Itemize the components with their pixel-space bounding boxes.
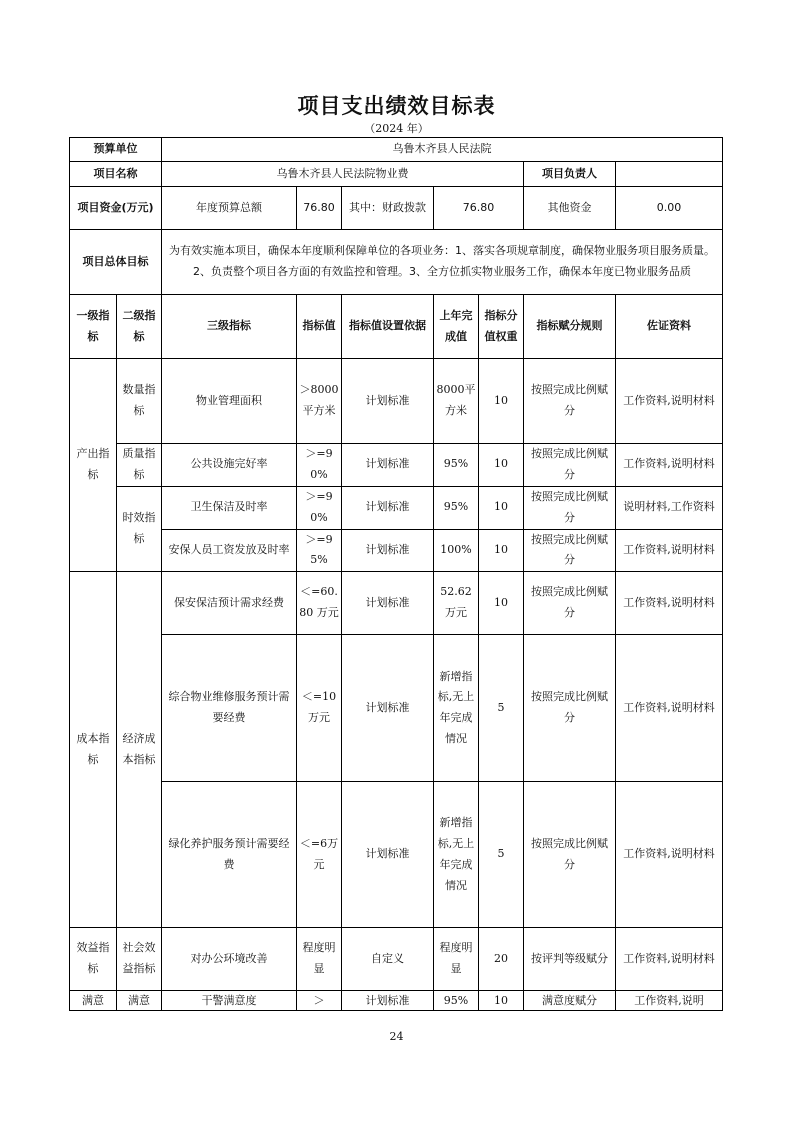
- header-last-year: 上年完成值: [434, 295, 479, 359]
- value-cell: ＞=95%: [297, 529, 342, 572]
- evidence-cell: 工作资料,说明材料: [616, 928, 723, 991]
- budget-unit-label: 预算单位: [70, 138, 162, 162]
- header-basis: 指标值设置依据: [342, 295, 434, 359]
- weight-cell: 5: [479, 782, 524, 928]
- annual-total-label: 年度预算总额: [162, 187, 297, 230]
- year-label: （2024 年）: [364, 122, 429, 135]
- weight-cell: 10: [479, 572, 524, 635]
- basis-cell: 计划标准: [342, 635, 434, 782]
- table-row: [70, 359, 723, 444]
- weight-cell: 10: [479, 444, 524, 487]
- rule-cell: 按照完成比例赋分: [524, 359, 616, 444]
- other-funds-label: 其他资金: [524, 187, 616, 230]
- rule-cell: 按照完成比例赋分: [524, 486, 616, 529]
- rule-cell: 按照完成比例赋分: [524, 444, 616, 487]
- level2-cell: 时效指标: [117, 486, 162, 572]
- level2-cell: 经济成本指标: [117, 572, 162, 928]
- table-row: [70, 529, 723, 572]
- last-year-cell: 8000平方米: [434, 359, 479, 444]
- page-number: 24: [389, 1030, 404, 1043]
- last-year-cell: 100%: [434, 529, 479, 572]
- header-weight: 指标分值权重: [479, 295, 524, 359]
- value-cell: ＜=10万元: [297, 635, 342, 782]
- rule-cell: 按照完成比例赋分: [524, 782, 616, 928]
- value-cell: 程度明显: [297, 928, 342, 991]
- table-row: [70, 572, 723, 635]
- basis-cell: 自定义: [342, 928, 434, 991]
- table-row: [70, 635, 723, 782]
- basis-cell: 计划标准: [342, 444, 434, 487]
- overall-goal-label: 项目总体目标: [70, 230, 162, 295]
- basis-cell: 计划标准: [342, 991, 434, 1011]
- level3-cell: 干警满意度: [162, 991, 297, 1011]
- level3-cell: 安保人员工资发放及时率: [162, 529, 297, 572]
- rule-cell: 按照完成比例赋分: [524, 572, 616, 635]
- evidence-cell: 工作资料,说明材料: [616, 635, 723, 782]
- header-value: 指标值: [297, 295, 342, 359]
- table-row: [70, 782, 723, 928]
- project-leader-label: 项目负责人: [524, 162, 616, 187]
- rule-cell: 按评判等级赋分: [524, 928, 616, 991]
- weight-cell: 10: [479, 991, 524, 1011]
- header-rule: 指标赋分规则: [524, 295, 616, 359]
- project-funds-label: 项目资金(万元): [70, 187, 162, 230]
- table-row: [70, 928, 723, 991]
- basis-cell: 计划标准: [342, 486, 434, 529]
- rule-cell: 按照完成比例赋分: [524, 529, 616, 572]
- evidence-cell: 工作资料,说明材料: [616, 782, 723, 928]
- other-funds-value: 0.00: [616, 187, 723, 230]
- level2-cell: 质量指标: [117, 444, 162, 487]
- fiscal-value: 76.80: [434, 187, 524, 230]
- last-year-cell: 95%: [434, 991, 479, 1011]
- basis-cell: 计划标准: [342, 529, 434, 572]
- last-year-cell: 95%: [434, 486, 479, 529]
- last-year-cell: 52.62万元: [434, 572, 479, 635]
- evidence-cell: 工作资料,说明: [616, 991, 723, 1011]
- evidence-cell: 工作资料,说明材料: [616, 529, 723, 572]
- fiscal-label: 其中：财政拨款: [342, 187, 434, 230]
- table-row: [70, 991, 723, 1011]
- evidence-cell: 工作资料,说明材料: [616, 444, 723, 487]
- level2-cell: 数量指标: [117, 359, 162, 444]
- value-cell: ＞: [297, 991, 342, 1011]
- table-row: [70, 444, 723, 487]
- level3-cell: 卫生保洁及时率: [162, 486, 297, 529]
- weight-cell: 5: [479, 635, 524, 782]
- header-level2: 二级指标: [117, 295, 162, 359]
- table-row: [70, 486, 723, 529]
- project-name-value: 乌鲁木齐县人民法院物业费: [162, 162, 524, 187]
- level1-cell: 效益指标: [70, 928, 117, 991]
- value-cell: ＞=90%: [297, 444, 342, 487]
- annual-total-value: 76.80: [297, 187, 342, 230]
- evidence-cell: 工作资料,说明材料: [616, 572, 723, 635]
- value-cell: ＜=6万元: [297, 782, 342, 928]
- weight-cell: 10: [479, 359, 524, 444]
- page-title: 项目支出绩效目标表: [297, 94, 496, 118]
- rule-cell: 按照完成比例赋分: [524, 635, 616, 782]
- project-leader-value: [616, 162, 723, 187]
- weight-cell: 20: [479, 928, 524, 991]
- level3-cell: 物业管理面积: [162, 359, 297, 444]
- level3-cell: 公共设施完好率: [162, 444, 297, 487]
- level3-cell: 保安保洁预计需求经费: [162, 572, 297, 635]
- budget-unit-value: 乌鲁木齐县人民法院: [162, 138, 723, 162]
- basis-cell: 计划标准: [342, 572, 434, 635]
- basis-cell: 计划标准: [342, 782, 434, 928]
- last-year-cell: 新增指标,无上年完成情况: [434, 635, 479, 782]
- value-cell: ＞=90%: [297, 486, 342, 529]
- level3-cell: 对办公环境改善: [162, 928, 297, 991]
- last-year-cell: 新增指标,无上年完成情况: [434, 782, 479, 928]
- performance-table: [69, 137, 723, 1011]
- level3-cell: 综合物业维修服务预计需要经费: [162, 635, 297, 782]
- project-name-label: 项目名称: [70, 162, 162, 187]
- overall-goal-text: 为有效实施本项目，确保本年度顺利保障单位的各项业务：1、落实各项规章制度，确保物业服务项目服务质量。2、负责整个项目各方面的有效监控和管理。3、全方位抓实物业服务工作，确保本年度已物业服务品质: [162, 230, 723, 295]
- last-year-cell: 程度明显: [434, 928, 479, 991]
- level1-cell: 产出指标: [70, 359, 117, 572]
- value-cell: ＜=60.80 万元: [297, 572, 342, 635]
- weight-cell: 10: [479, 486, 524, 529]
- weight-cell: 10: [479, 529, 524, 572]
- level2-cell: 社会效益指标: [117, 928, 162, 991]
- basis-cell: 计划标准: [342, 359, 434, 444]
- level2-cell: 满意: [117, 991, 162, 1011]
- evidence-cell: 工作资料,说明材料: [616, 359, 723, 444]
- header-evidence: 佐证资料: [616, 295, 723, 359]
- level1-cell: 成本指标: [70, 572, 117, 928]
- evidence-cell: 说明材料,工作资料: [616, 486, 723, 529]
- header-level3: 三级指标: [162, 295, 297, 359]
- level3-cell: 绿化养护服务预计需要经费: [162, 782, 297, 928]
- value-cell: ＞8000平方米: [297, 359, 342, 444]
- level1-cell: 满意: [70, 991, 117, 1011]
- last-year-cell: 95%: [434, 444, 479, 487]
- header-level1: 一级指标: [70, 295, 117, 359]
- rule-cell: 满意度赋分: [524, 991, 616, 1011]
